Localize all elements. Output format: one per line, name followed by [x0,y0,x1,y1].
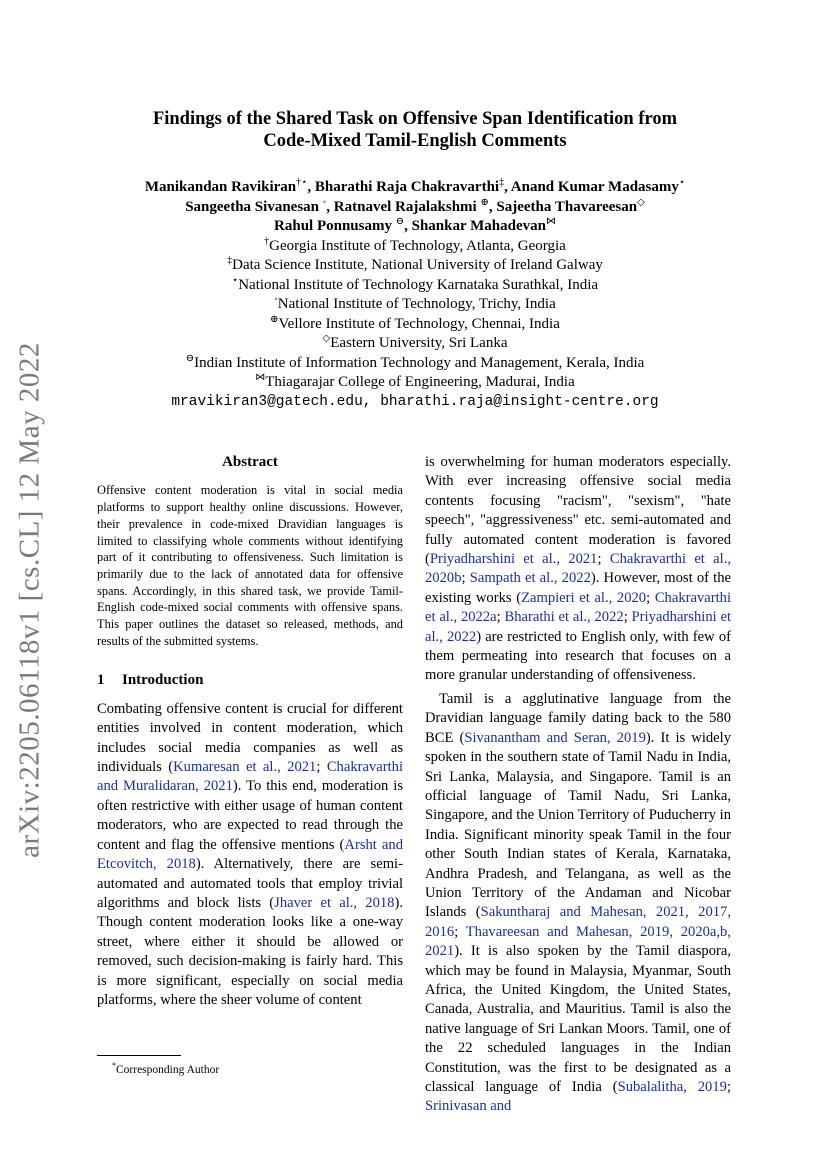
citation-link[interactable]: Sakuntharaj and Mahesan, 2021, 2017, 2016 [425,904,731,940]
section-number: 1 [97,672,105,689]
author-mark: †⋆ [296,177,308,188]
affiliation: †Georgia Institute of Technology, Atlanta, Georgia [264,235,566,254]
citation-link[interactable]: Chakravarthi and Muralidaran, 2021 [97,759,403,795]
contact-email: mravikiran3@gatech.edu, bharathi.raja@insight-centre.org [171,393,659,410]
author-name: Sajeetha Thavareesan [496,198,638,215]
arxiv-id-text: arXiv:2205.06118v1 [cs.CL] 12 May 2022 [13,342,46,858]
citation-link[interactable]: Arsht and Etcovitch, 2018 [97,836,403,873]
left-column [97,453,403,1010]
citation-link[interactable]: Srinivasan and [425,1098,512,1115]
author-mark: ⋆ [678,177,686,188]
author-name: Anand Kumar Madasamy [510,179,679,195]
affiliation: ⊖Indian Institute of Information Technology and Management, Kerala, India [185,352,645,371]
affiliation: ⋈Thiagarajar College of Engineering, Madurai, India [255,372,575,390]
footnote-text: Corresponding Author [116,1063,220,1076]
author-line-3: Rahul Ponnusamy ⊖, Shankar Mahadevan⋈ [274,216,556,234]
affiliation: ⋆National Institute of Technology Karnataka Surathkal, India [231,274,599,293]
citation-link[interactable]: Thavareesan and Mahesan, 2019, 2020a,b, 2021 [425,923,731,960]
author-mark: ⋈ [545,216,556,227]
citation-link[interactable]: Priyadharshini et al., 2021 [429,551,598,568]
citation-link[interactable]: Sivanantham and Seran, 2019 [464,729,646,746]
right-column [425,453,731,1117]
body-paragraph: Tamil is a agglutinative language from the Dravidian language family dating back to the 580 BCE (Sivanantham and Seran, 2019). It is widely spoken in the southern state of Tamil Nadu in India, Sri Lanka, Malaysia, and Singapore. Tamil is an official language of Tamil Nadu, Sri Lanka, Singapore, and the Union Territory of Puducherry in India. Significant minority speak Tamil in the four other South Indian states of Kerala, Karnataka, Andhra Pradesh, and Telangana, as well as the Union Territory of the Andaman and Nicobar Islands (Sakuntharaj and Mahesan, 2021, 2017, 2016; Thavareesan and Mahesan, 2019, 2020a,b, 2021). It is also spoken by the Tamil diaspora, which may be found in Malaysia, Myanmar, South Africa, the United Kingdom, the United States, Canada, Australia, and Mauritius. Tamil is also the native language of Sri Lankan Moors. Tamil, one of the 22 scheduled languages in the Indian Constitution, was the first to be designated as a classical language of India (Subalalitha, 2019; Srinivasan and [425,690,732,1115]
author-line-1: Manikandan Ravikiran†⋆, Bharathi Raja Chakravarthi‡, Anand Kumar Madasamy⋆ [144,177,686,195]
citation-link[interactable]: Chakravarthi et al., 2022a [425,589,732,626]
title-line-1: Findings of the Shared Task on Offensive Span Identification from [152,109,678,129]
footnote-mark: * [112,1061,116,1070]
affiliation: ⊕Vellore Institute of Technology, Chennai, India [270,313,560,332]
author-name: Shankar Mahadevan [411,218,546,234]
body-paragraph: is overwhelming for human moderators especially. With ever increasing offensive social media contents focusing "racism", "sexism", "hate speech", "aggressiveness" etc. semi-automated and fully automated content moderation is favored (Priyadharshini et al., 2021; Chakravarthi et al., 2020b; Sampath et al., 2022). However, most of the existing works (Zampieri et al., 2020; Chakravarthi et al., 2022a; Bharathi et al., 2022; Priyadharshini et al., 2022) are restricted to English only, with few of them permeating into research that focuses on a more granular understanding of offensiveness. [425,454,732,684]
citation-link[interactable]: Jhaver et al., 2018 [274,894,395,911]
affiliation: ‡Data Science Institute, National University of Ireland Galway [227,255,603,273]
author-mark: ◇ [637,196,645,208]
footnote-rule [97,1055,181,1056]
footnote [112,1059,219,1077]
author-mark: ‡ [499,177,505,188]
abstract-heading: Abstract [222,454,278,470]
section-title: Introduction [122,672,204,689]
citation-link[interactable]: Subalalitha, 2019 [617,1079,727,1095]
author-line-2: Sangeetha Sivanesan ◦, Ratnavel Rajalakshmi ⊕, Sajeetha Thavareesan◇ [185,196,645,215]
citation-link[interactable]: Kumaresan et al., 2021 [173,759,317,776]
paper-title [90,108,740,152]
intro-paragraph: Combating offensive content is crucial for different entities involved in content moderation, which includes social media companies as well as individuals (Kumaresan et al., 2021; Chakravarthi and Muralidaran, 2021). To this end, moderation is often restrictive with either usage of human content moderators, who are expected to read through the content and flag the offensive mentions (Arsht and Etcovitch, 2018). Alternatively, there are semi-automated and automated tools that employ trivial algorithms and block lists (Jhaver et al., 2018). Though content moderation looks like a one-way street, where either it should be allowed or removed, such decision-making is fairly hard. This is more significant, especially on social media platforms, where the sheer volume of content [97,700,403,1008]
author-mark: ⊖ [395,216,405,227]
author-name: Manikandan Ravikiran [144,179,297,195]
author-name: Sangeetha Sivanesan [185,198,319,215]
author-name: Bharathi Raja Chakravarthi [314,179,500,195]
author-name: Ratnavel Rajalakshmi [333,198,477,215]
citation-link[interactable]: Chakravarthi et al., 2020b [425,551,732,587]
section-heading [97,671,403,690]
citation-link[interactable]: Priyadharshini et al., 2022 [425,609,731,645]
abstract-body: Offensive content moderation is vital in social media platforms to support healthy online discussions. However, their prevalence in code-mixed Dravidian languages is limited to classifying whole comments without identifying part of it contributing to offensiveness. Such limitation is primarily due to the lack of annotated data for offensive spans. Accordingly, in this shared task, we provide Tamil-English code-mixed social comments with offensive spans. This paper outlines the dataset so released, methods, and results of the submitted systems. [97,483,403,648]
arxiv-identifier [10,340,50,860]
affiliation: ◇Eastern University, Sri Lanka [322,333,508,351]
citation-link[interactable]: Bharathi et al., 2022 [504,609,624,626]
affiliation: ◦National Institute of Technology, Trichy, India [274,294,556,312]
title-line-2: Code-Mixed Tamil-English Comments [263,131,567,151]
citation-link[interactable]: Zampieri et al., 2020 [521,589,647,606]
author-name: Rahul Ponnusamy [274,218,392,234]
author-mark: ◦ [322,196,327,208]
author-block [70,178,760,412]
author-mark: ⊕ [480,196,489,208]
citation-link[interactable]: Sampath et al., 2022 [469,570,591,587]
